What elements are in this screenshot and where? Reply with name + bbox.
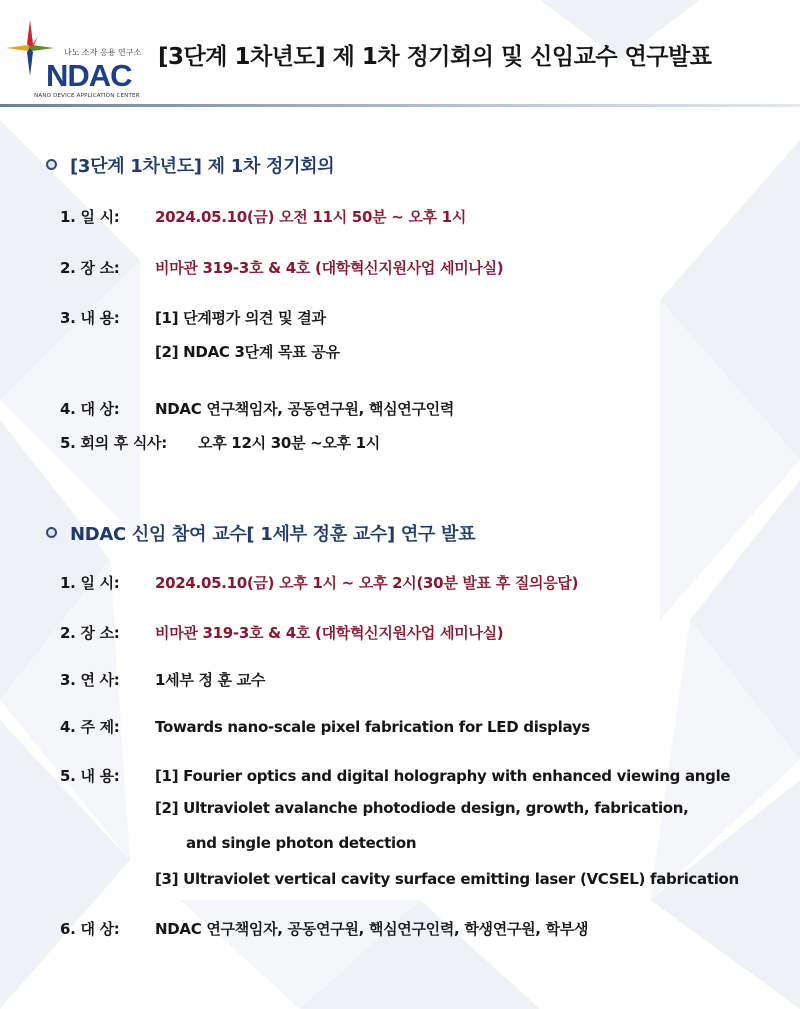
s1-row-content bbox=[60, 307, 326, 328]
row-label: 2. 장 소: bbox=[60, 624, 120, 642]
row-value: 2024.05.10(금) 오후 1시 ~ 오후 2시(30분 발표 후 질의응답) bbox=[155, 574, 579, 592]
s1-row-audience bbox=[60, 398, 454, 419]
circle-bullet-icon bbox=[46, 527, 57, 538]
s2-row-topic bbox=[60, 716, 590, 737]
s1-row-content-line2: [2] NDAC 3단계 목표 공유 bbox=[155, 343, 340, 361]
row-label: 3. 연 사: bbox=[60, 671, 120, 689]
row-label: 4. 대 상: bbox=[60, 400, 120, 418]
row-value: NDAC 연구책임자, 공동연구원, 핵심연구인력 bbox=[155, 400, 455, 418]
s2-row-place bbox=[60, 622, 503, 643]
logo-wordmark: NDAC bbox=[46, 58, 132, 93]
page-title: [3단계 1차년도] 제 1차 정기회의 및 신임교수 연구발표 bbox=[158, 44, 712, 70]
row-label: 1. 일 시: bbox=[60, 574, 120, 592]
s1-row-date bbox=[60, 206, 466, 227]
header-divider bbox=[0, 104, 800, 107]
row-value: 비마관 319-3호 & 4호 (대학혁신지원사업 세미나실) bbox=[155, 624, 504, 642]
circle-bullet-icon bbox=[46, 159, 57, 170]
ndac-logo bbox=[4, 18, 142, 99]
row-value: 2024.05.10(금) 오전 11시 50분 ~ 오후 1시 bbox=[155, 208, 467, 226]
row-value: 비마관 319-3호 & 4호 (대학혁신지원사업 세미나실) bbox=[155, 259, 504, 277]
row-label: 4. 주 제: bbox=[60, 718, 120, 736]
logo-korean-text: 나노 소자 응용 연구소 bbox=[64, 48, 142, 57]
s2-row-content-line2: [2] Ultraviolet avalanche photodiode design, growth, fabrication, bbox=[155, 799, 689, 817]
s2-row-content bbox=[60, 765, 730, 786]
row-label: 6. 대 상: bbox=[60, 920, 120, 938]
section-1-title: [3단계 1차년도] 제 1차 정기회의 bbox=[70, 156, 335, 177]
row-label: 5. 회의 후 식사: bbox=[60, 434, 167, 452]
row-value: [1] 단계평가 의견 및 결과 bbox=[155, 309, 326, 327]
logo-subtitle: NANO DEVICE APPLICATION CENTER bbox=[34, 93, 140, 99]
s2-row-date bbox=[60, 572, 578, 593]
row-label: 5. 내 용: bbox=[60, 767, 120, 785]
row-value: NDAC 연구책임자, 공동연구원, 핵심연구인력, 학생연구원, 학부생 bbox=[155, 920, 589, 938]
row-label: 3. 내 용: bbox=[60, 309, 120, 327]
s2-row-audience bbox=[60, 918, 588, 939]
s2-row-content-line3: and single photon detection bbox=[186, 834, 417, 852]
section-2-title: NDAC 신임 참여 교수[ 1세부 정훈 교수] 연구 발표 bbox=[70, 524, 476, 545]
row-value: [1] Fourier optics and digital holography with enhanced viewing angle bbox=[155, 767, 731, 785]
s1-row-place bbox=[60, 257, 503, 278]
row-label: 2. 장 소: bbox=[60, 259, 120, 277]
s1-row-meal bbox=[60, 432, 380, 453]
row-label: 1. 일 시: bbox=[60, 208, 120, 226]
s2-row-speaker bbox=[60, 669, 265, 690]
s2-row-content-line4: [3] Ultraviolet vertical cavity surface emitting laser (VCSEL) fabrication bbox=[155, 870, 739, 888]
row-value: 오후 12시 30분 ~오후 1시 bbox=[198, 434, 380, 452]
row-value: 1세부 정 훈 교수 bbox=[155, 671, 266, 689]
row-value: Towards nano-scale pixel fabrication for LED displays bbox=[155, 718, 590, 736]
